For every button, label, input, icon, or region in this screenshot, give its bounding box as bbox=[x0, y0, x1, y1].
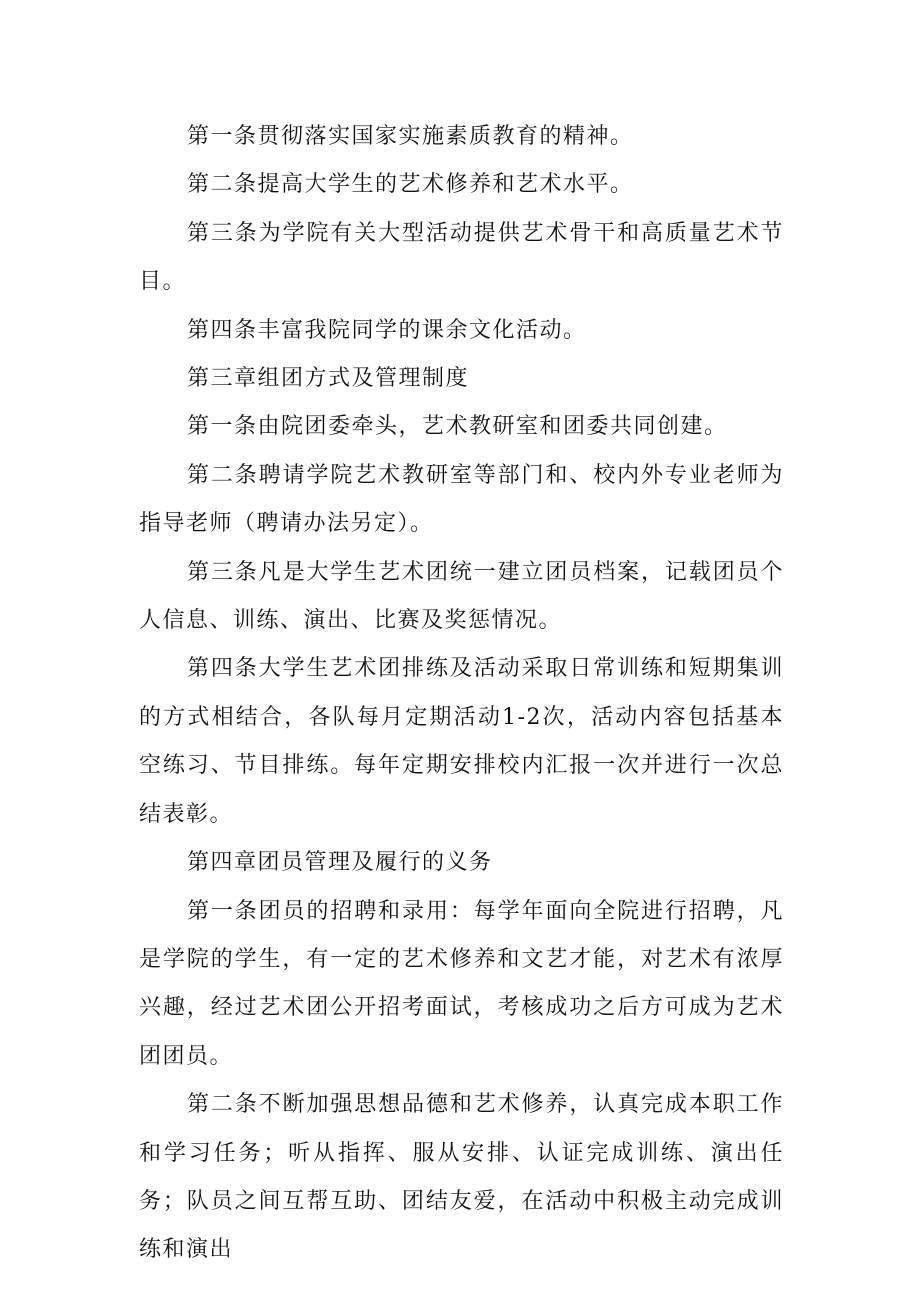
paragraph-1: 第一条贯彻落实国家实施素质教育的精神。 bbox=[187, 124, 634, 149]
paragraph-9: 第一条团员的招聘和录用：每学年面向全院进行招聘，凡是学院的学生，有一定的艺术修养和文艺才能，对艺术有浓厚兴趣，经过艺术团公开招考面试，考核成功之后方可成为艺术团团员。 bbox=[139, 898, 784, 1069]
chapter-heading-3: 第三章组团方式及管理制度 bbox=[187, 366, 470, 392]
paragraph-10: 第二条不断加强思想品德和艺术修养，认真完成本职工作和学习任务；听从指挥、服从安排、认证完成训练、演出任务；队员之间互帮互助、团结友爱，在活动中积极主动完成训练和演出 bbox=[139, 1092, 784, 1263]
chapter-heading-4: 第四章团员管理及履行的义务 bbox=[187, 850, 493, 876]
paragraph-2: 第二条提高大学生的艺术修养和艺术水平。 bbox=[187, 172, 634, 198]
paragraph-5: 第一条由院团委牵头，艺术教研室和团委共同创建。 bbox=[187, 414, 728, 440]
document-body bbox=[139, 113, 784, 1275]
paragraph-3: 第三条为学院有关大型活动提供艺术骨干和高质量艺术节目。 bbox=[139, 220, 784, 295]
paragraph-4: 第四条丰富我院同学的课余文化活动。 bbox=[187, 317, 587, 343]
paragraph-6: 第二条聘请学院艺术教研室等部门和、校内外专业老师为指导老师（聘请办法另定）。 bbox=[139, 462, 784, 537]
paragraph-7: 第三条凡是大学生艺术团统一建立团员档案，记载团员个人信息、训练、演出、比赛及奖惩情况。 bbox=[139, 559, 784, 634]
paragraph-8: 第四条大学生艺术团排练及活动采取日常训练和短期集训的方式相结合，各队每月定期活动1-2次，活动内容包括基本空练习、节目排练。每年定期安排校内汇报一次并进行一次总结表彰。 bbox=[139, 656, 784, 827]
